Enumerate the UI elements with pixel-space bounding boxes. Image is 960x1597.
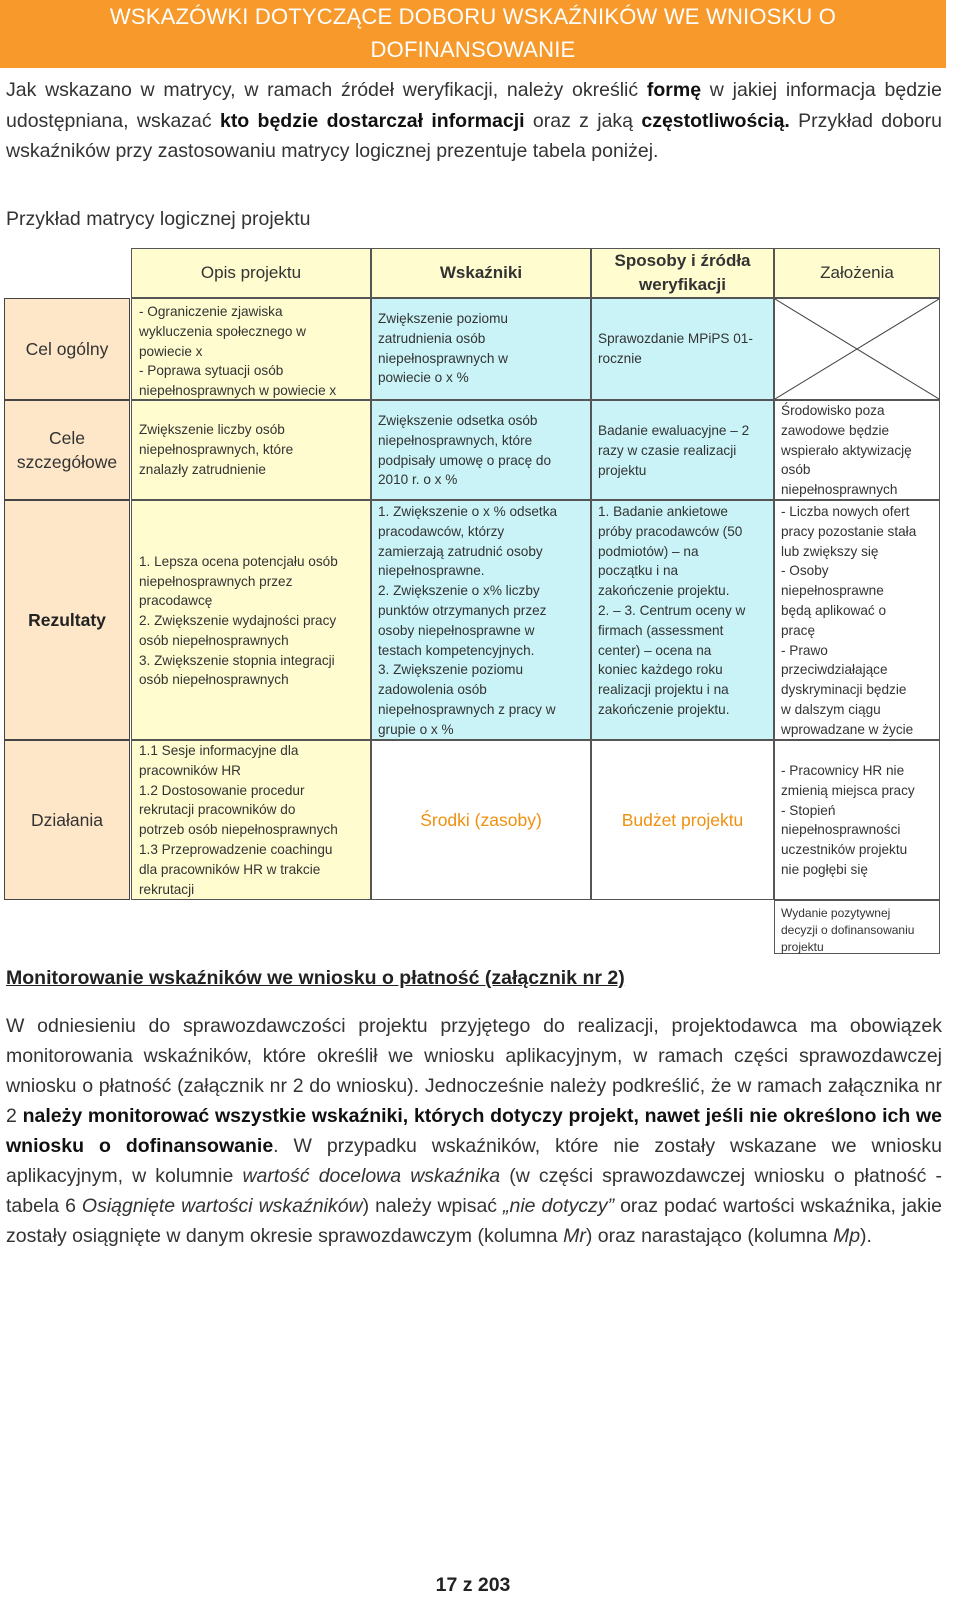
description-line: pracowników HR — [139, 762, 241, 778]
description-line: 1. Lepsza ocena potencjału osób — [139, 553, 338, 569]
description-line: potrzeb osób niepełnosprawnych — [139, 822, 338, 838]
cel-ogolny-source — [591, 298, 774, 400]
header-opis — [131, 248, 371, 298]
paragraph-text: . W przypadku wskaźników, które nie zostały wskazane we wniosku aplikacyjnym, w kolumnie — [6, 1135, 943, 1187]
description-line: 1.1 Sesje informacyjne dla — [139, 743, 299, 758]
paragraph-italic: Mp — [832, 1225, 861, 1247]
assumption-line: niepełnosprawnych — [781, 482, 898, 498]
indicator-line: podpisały umowę o pracę do — [378, 452, 552, 468]
source-line: center) – ocena na — [598, 642, 712, 658]
header-zalozenia-label: Założenia — [820, 263, 894, 282]
section-heading: Monitorowanie wskaźników we wniosku o płatność (załącznik nr 2) — [6, 967, 625, 989]
intro-paragraph — [6, 75, 942, 167]
description-line: znalazły zatrudnienie — [139, 461, 266, 477]
description-line: wykluczenia społecznego w — [139, 323, 306, 339]
indicator-line: 2. Zwiększenie o x% liczby — [378, 583, 540, 599]
indicator-line: pracodawców, którzy — [378, 523, 505, 539]
rezultaty-indicator — [371, 500, 591, 740]
assumption-line: lub zwiększy się — [781, 543, 879, 559]
assumption-line: - Pracownicy HR nie — [781, 763, 905, 778]
cross-out-icon — [775, 299, 939, 399]
source-line: firmach (assessment — [598, 622, 724, 638]
assumption-line: wspierało aktywizację — [781, 442, 912, 458]
assumption-line: wprowadzane w życie — [781, 721, 914, 737]
assumption-line: zawodowe będzie — [781, 422, 890, 438]
indicator-line: niepełnosprawnych z pracy w — [378, 701, 556, 717]
paragraph-italic: Mr — [563, 1225, 586, 1247]
rezultaty-source — [591, 500, 774, 740]
indicator-line: 1. Zwiększenie o x % odsetka — [378, 504, 558, 519]
intro-text: w jakiej informacja będzie udostępniana, wskazać — [6, 79, 942, 132]
description-line: 3. Zwiększenie stopnia integracji — [139, 652, 335, 668]
cel-ogolny-description — [131, 298, 371, 400]
row-label-text: szczegółowe — [16, 452, 118, 472]
intro-bold: formę — [646, 79, 702, 101]
cel-ogolny-indicator — [371, 298, 591, 400]
page-banner — [0, 0, 946, 68]
assumption-line: - Osoby — [781, 563, 829, 579]
budget-label: Budżet projektu — [621, 809, 744, 830]
indicator-line: powiecie o x % — [378, 370, 469, 386]
source-line: podmiotów) – na — [598, 543, 699, 559]
intro-text: Jak wskazano w matrycy, w ramach źródeł weryfikacji, należy określić — [6, 79, 647, 101]
cel-ogolny-assumption-empty — [774, 298, 940, 400]
row-label-text: Cel ogólny — [25, 339, 109, 359]
assumption-line: pracy pozostanie stała — [781, 523, 917, 539]
description-line: - Poprawa sytuacji osób — [139, 363, 284, 379]
assumption-line: niepełnosprawne — [781, 583, 884, 599]
description-line: rekrutacji — [139, 881, 195, 897]
matrix-title: Przykład matrycy logicznej projektu — [6, 208, 311, 230]
assumption-line: niepełnosprawności — [781, 822, 901, 838]
description-line: osób niepełnosprawnych — [139, 672, 289, 688]
source-line: zakończenie projektu. — [598, 583, 730, 599]
precondition-line: projektu — [781, 940, 824, 954]
source-line: razy w czasie realizacji — [598, 442, 737, 458]
indicator-line: testach kompetencyjnych. — [378, 642, 535, 658]
paragraph-text: ) oraz narastająco (kolumna — [585, 1225, 833, 1247]
resources-label: Środki (zasoby) — [420, 809, 542, 830]
indicator-line: zamierzają zatrudnić osoby — [378, 543, 543, 559]
assumption-line: dyskryminacji będzie — [781, 682, 907, 698]
row-label-text: Cele — [49, 428, 85, 448]
assumption-line: uczestników projektu — [781, 842, 908, 858]
source-line: 2. – 3. Centrum oceny w — [598, 602, 746, 618]
description-line: osób niepełnosprawnych — [139, 632, 289, 648]
paragraph-text: ) należy wpisać — [362, 1195, 504, 1217]
precondition-line: Wydanie pozytywnej — [781, 906, 891, 920]
row-label-cele-szczegolowe — [4, 400, 130, 500]
assumption-line: przeciwdziałające — [781, 662, 888, 678]
description-line: niepełnosprawnych przez — [139, 573, 293, 589]
intro-bold: częstotliwością. — [641, 109, 790, 132]
header-sposoby — [591, 248, 774, 298]
page-number: 17 z 203 — [435, 1574, 511, 1596]
assumption-line: Środowisko poza — [781, 403, 885, 418]
intro-bold: kto będzie dostarczał informacji — [219, 109, 525, 132]
assumption-line: będą aplikować o — [781, 602, 887, 618]
assumption-line: - Prawo — [781, 642, 828, 658]
source-line: początku i na — [598, 563, 679, 579]
source-line: 1. Badanie ankietowe — [598, 504, 728, 519]
dzialania-description — [131, 740, 371, 900]
precondition — [774, 900, 940, 954]
assumption-line: nie pogłębi się — [781, 861, 868, 877]
source-line: Badanie ewaluacyjne – 2 — [598, 423, 750, 438]
description-line: powiecie x — [139, 343, 203, 359]
description-line: - Ograniczenie zjawiska — [139, 304, 283, 319]
assumption-line: osób — [781, 462, 811, 478]
assumption-line: pracę — [781, 622, 816, 638]
indicator-line: zatrudnienia osób — [378, 330, 486, 346]
row-label-text: Działania — [31, 810, 103, 830]
paragraph-italic: Osiągnięte wartości wskaźników — [81, 1195, 363, 1217]
description-line: rekrutacji pracowników do — [139, 802, 296, 818]
dzialania-resources — [371, 740, 591, 900]
description-line: niepełnosprawnych, które — [139, 441, 294, 457]
cele-szczegolowe-description — [131, 400, 371, 500]
paragraph-bold: należy monitorować wszystkie wskaźniki, których dotyczy projekt, nawet jeśli nie określono ich we wniosku o dofinansowanie — [6, 1105, 942, 1157]
indicator-line: 2010 r. o x % — [378, 472, 458, 488]
indicator-line: punktów otrzymanych przez — [378, 602, 547, 618]
indicator-line: niepełnosprawnych w — [378, 350, 508, 366]
assumption-line: - Stopień — [781, 802, 836, 818]
dzialania-budget — [591, 740, 774, 900]
description-line: 1.3 Przeprowadzenie coachingu — [139, 841, 333, 857]
description-line: 1.2 Dostosowanie procedur — [139, 782, 305, 798]
cele-szczegolowe-indicator — [371, 400, 591, 500]
indicator-line: osoby niepełnosprawne w — [378, 622, 535, 638]
banner-title-line-2: DOFINANSOWANIE — [370, 37, 576, 62]
header-sposoby-label: Sposoby i źródła — [614, 251, 751, 270]
row-label-dzialania — [4, 740, 130, 900]
indicator-line: zadowolenia osób — [378, 682, 487, 698]
row-label-cel-ogolny — [4, 298, 130, 400]
header-zalozenia — [774, 248, 940, 298]
paragraph-italic: wartość docelowa wskaźnika — [242, 1165, 501, 1187]
source-line: projektu — [598, 462, 647, 478]
rezultaty-description — [131, 500, 371, 740]
indicator-line: 3. Zwiększenie poziomu — [378, 662, 524, 678]
paragraph-text: oraz podać wartości wskaźnika, jakie zostały osiągnięte w danym okresie sprawozdawczym (kolumna — [6, 1195, 943, 1247]
source-line: próby pracodawców (50 — [598, 523, 743, 539]
assumption-line: zmienią miejsca pracy — [781, 782, 915, 798]
cele-szczegolowe-assumption — [774, 400, 940, 500]
source-line: zakończenie projektu. — [598, 701, 730, 717]
description-line: Zwiększenie liczby osób — [139, 422, 285, 437]
source-line: realizacji projektu i na — [598, 682, 729, 698]
paragraph-text: W odniesieniu do sprawozdawczości projektu przyjętego do realizacji, projektodawca ma obowiązek monitorowania wskaźników, które określił we wniosku aplikacyjnym, w ramach części sprawozdawczej wniosku o płatność (załącznik nr 2 do wniosku). Jednocześnie należy podkreślić, że w ramach załącznika nr 2 — [6, 1015, 942, 1127]
assumption-line: w dalszym ciągu — [781, 701, 881, 717]
banner-title-line-1: WSKAZÓWKI DOTYCZĄCE DOBORU WSKAŹNIKÓW WE WNIOSKU O — [109, 4, 837, 29]
dzialania-assumption — [774, 740, 940, 900]
paragraph-text: ). — [860, 1225, 872, 1247]
indicator-line: Zwiększenie odsetka osób — [378, 413, 538, 428]
row-label-text: Rezultaty — [28, 610, 106, 630]
row-label-rezultaty — [4, 500, 130, 740]
indicator-line: niepełnosprawne. — [378, 563, 485, 579]
description-line: niepełnosprawnych w powiecie x — [139, 383, 337, 399]
cele-szczegolowe-source — [591, 400, 774, 500]
section-paragraph — [6, 1011, 942, 1251]
header-wskazniki-label: Wskaźniki — [439, 263, 523, 282]
indicator-line: Zwiększenie poziomu — [378, 311, 508, 326]
intro-text: Przykład doboru wskaźników przy zastosowaniu matrycy logicznej prezentuje tabela poniżej. — [6, 109, 942, 162]
description-line: pracodawcę — [139, 593, 213, 609]
description-line: 2. Zwiększenie wydajności pracy — [139, 613, 337, 629]
paragraph-italic: „nie dotyczy” — [503, 1195, 615, 1217]
header-opis-label: Opis projektu — [200, 263, 302, 282]
source-line: rocznie — [598, 350, 642, 366]
intro-text: oraz z jaką — [524, 109, 642, 132]
description-line: dla pracowników HR w trakcie — [139, 861, 321, 877]
source-line: koniec każdego roku — [598, 662, 723, 678]
assumption-line: - Liczba nowych ofert — [781, 504, 910, 519]
indicator-line: niepełnosprawnych, które — [378, 432, 533, 448]
header-sposoby-label: weryfikacji — [639, 275, 726, 294]
rezultaty-assumption — [774, 500, 940, 740]
source-line: Sprawozdanie MPiPS 01- — [598, 331, 753, 346]
paragraph-text: (w części sprawozdawczej wniosku o płatność - tabela 6 — [6, 1165, 942, 1217]
indicator-line: grupie o x % — [378, 721, 454, 737]
precondition-line: decyzji o dofinansowaniu — [781, 923, 915, 937]
header-wskazniki — [371, 248, 591, 298]
